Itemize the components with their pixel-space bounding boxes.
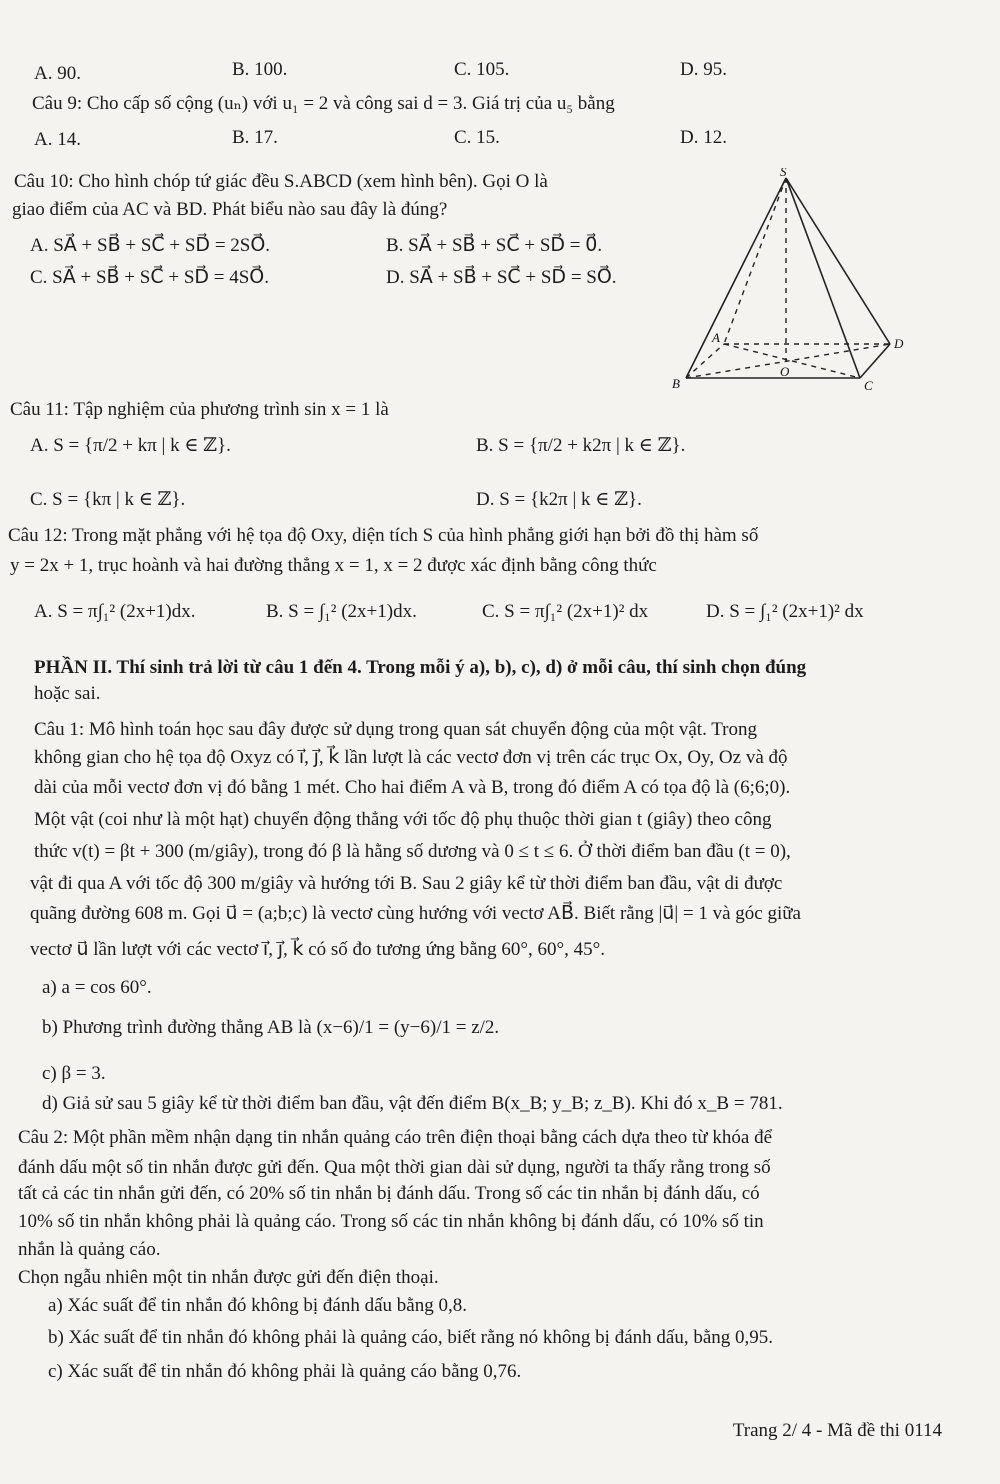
q10-option-b: B. SA⃗ + SB⃗ + SC⃗ + SD⃗ = 0⃗. [386, 235, 603, 256]
edge-sb [686, 178, 786, 378]
q12-option-b: B. S = ∫₁² (2x+1)dx. [266, 601, 417, 622]
p2q1-line7: quãng đường 608 m. Gọi u⃗ = (a;b;c) là vectơ cùng hướng với vectơ AB⃗. Biết rằng |u⃗| = 1 và góc giữa [30, 903, 801, 924]
q8-option-b: B. 100. [232, 59, 288, 80]
q9-option-b: B. 17. [232, 127, 278, 148]
p2q1-line6: vật đi qua A với tốc độ 300 m/giây và hướng tới B. Sau 2 giây kể từ thời điểm ban đầu, vật di được [30, 873, 783, 894]
q12-option-c: C. S = π∫₁² (2x+1)² dx [482, 601, 649, 622]
q11-option-b: B. S = {π/2 + k2π | k ∈ ℤ}. [476, 435, 686, 456]
p2q2-line6: Chọn ngẫu nhiên một tin nhắn được gửi đến điện thoại. [18, 1267, 439, 1288]
q10-stem-line2: giao điểm của AC và BD. Phát biểu nào sau đây là đúng? [12, 199, 448, 220]
p2q1-line3: dài của mỗi vectơ đơn vị đó bằng 1 mét. Cho hai điểm A và B, trong đó điểm A có tọa độ là (6;6;0). [34, 777, 791, 798]
p2q1-line1: Câu 1: Mô hình toán học sau đây được sử dụng trong quan sát chuyển động của một vật. Trong [34, 719, 758, 740]
q11-stem: Câu 11: Tập nghiệm của phương trình sin x = 1 là [10, 399, 389, 420]
label-o: O [780, 364, 790, 379]
p2q1-item-a: a) a = cos 60°. [42, 977, 152, 998]
q10-option-a: A. SA⃗ + SB⃗ + SC⃗ + SD⃗ = 2SO⃗. [30, 235, 271, 256]
p2q1-line5: thức v(t) = βt + 300 (m/giây), trong đó β là hằng số dương và 0 ≤ t ≤ 6. Ở thời điểm ban đầu (t = 0), [34, 841, 791, 862]
q8-option-d: D. 95. [680, 59, 727, 80]
q10-option-d: D. SA⃗ + SB⃗ + SC⃗ + SD⃗ = SO⃗. [386, 267, 617, 288]
label-c: C [864, 378, 873, 393]
q12-stem-line2: y = 2x + 1, trục hoành và hai đường thẳng x = 1, x = 2 được xác định bằng công thức [10, 555, 657, 576]
part2-heading-line2: hoặc sai. [34, 683, 101, 704]
pyramid-figure [668, 168, 908, 400]
part2-heading-line1: PHẦN II. Thí sinh trả lời từ câu 1 đến 4. Trong mỗi ý a), b), c), d) ở mỗi câu, thí sinh chọn đúng [34, 657, 807, 678]
q10-stem-line1: Câu 10: Cho hình chóp tứ giác đều S.ABCD (xem hình bên). Gọi O là [14, 171, 548, 192]
p2q2-item-a: a) Xác suất để tin nhắn đó không bị đánh dấu bằng 0,8. [48, 1295, 467, 1316]
q9-option-c: C. 15. [454, 127, 500, 148]
label-a: A [712, 330, 720, 345]
label-d: D [894, 336, 904, 351]
p2q1-line8: vectơ u⃗ lần lượt với các vectơ i⃗, j⃗, k⃗ có số đo tương ứng bằng 60°, 60°, 45°. [30, 939, 605, 960]
q9-stem: Câu 9: Cho cấp số cộng (uₙ) với u₁ = 2 và công sai d = 3. Giá trị của u₅ bằng [32, 93, 615, 114]
q11-option-d: D. S = {k2π | k ∈ ℤ}. [476, 489, 642, 510]
edge-cd [860, 344, 890, 378]
q8-option-c: C. 105. [454, 59, 510, 80]
label-b: B [672, 376, 680, 391]
p2q2-line1: Câu 2: Một phần mềm nhận dạng tin nhắn quảng cáo trên điện thoại bằng cách dựa theo từ khóa để [18, 1127, 772, 1148]
p2q2-line5: nhắn là quảng cáo. [18, 1239, 161, 1260]
p2q2-line3: tất cả các tin nhắn gửi đến, có 20% số tin nhắn bị đánh dấu. Trong số các tin nhắn bị đánh dấu, có [18, 1183, 760, 1204]
q8-option-a: A. 90. [34, 63, 81, 84]
diag-ac [724, 344, 860, 378]
q12-option-a: A. S = π∫₁² (2x+1)dx. [34, 601, 196, 622]
p2q2-item-b: b) Xác suất để tin nhắn đó không phải là quảng cáo, biết rằng nó không bị đánh dấu, bằng 0,95. [48, 1327, 773, 1348]
p2q2-item-c: c) Xác suất để tin nhắn đó không phải là quảng cáo bằng 0,76. [48, 1361, 522, 1382]
q12-option-d: D. S = ∫₁² (2x+1)² dx [706, 601, 864, 622]
q9-option-a: A. 14. [34, 129, 81, 150]
page-footer: Trang 2/ 4 - Mã đề thi 0114 [732, 1420, 942, 1441]
p2q1-item-d: d) Giả sử sau 5 giây kể từ thời điểm ban đầu, vật đến điểm B(x_B; y_B; z_B). Khi đó x_B = 781. [42, 1093, 783, 1114]
p2q1-line2: không gian cho hệ tọa độ Oxyz có i⃗, j⃗, k⃗ lần lượt là các vectơ đơn vị trên các trục Ox, Oy, Oz và độ [34, 747, 788, 768]
q11-option-a: A. S = {π/2 + kπ | k ∈ ℤ}. [30, 435, 231, 456]
p2q1-line4: Một vật (coi như là một hạt) chuyển động thẳng với tốc độ phụ thuộc thời gian t (giây) theo công [34, 809, 772, 830]
q11-option-c: C. S = {kπ | k ∈ ℤ}. [30, 489, 186, 510]
p2q2-line2: đánh dấu một số tin nhắn được gửi đến. Qua một thời gian dài sử dụng, người ta thấy rằng trong số [18, 1157, 771, 1178]
q9-option-d: D. 12. [680, 127, 727, 148]
p2q2-line4: 10% số tin nhắn không phải là quảng cáo. Trong số các tin nhắn không bị đánh dấu, có 10% số tin [18, 1211, 764, 1232]
q10-option-c: C. SA⃗ + SB⃗ + SC⃗ + SD⃗ = 4SO⃗. [30, 267, 270, 288]
q12-stem-line1: Câu 12: Trong mặt phẳng với hệ tọa độ Oxy, diện tích S của hình phẳng giới hạn bởi đồ thị hàm số [8, 525, 759, 546]
p2q1-item-b: b) Phương trình đường thẳng AB là (x−6)/1 = (y−6)/1 = z/2. [42, 1017, 500, 1038]
label-s: S [780, 168, 787, 179]
p2q1-item-c: c) β = 3. [42, 1063, 106, 1084]
edge-sa [724, 178, 786, 344]
